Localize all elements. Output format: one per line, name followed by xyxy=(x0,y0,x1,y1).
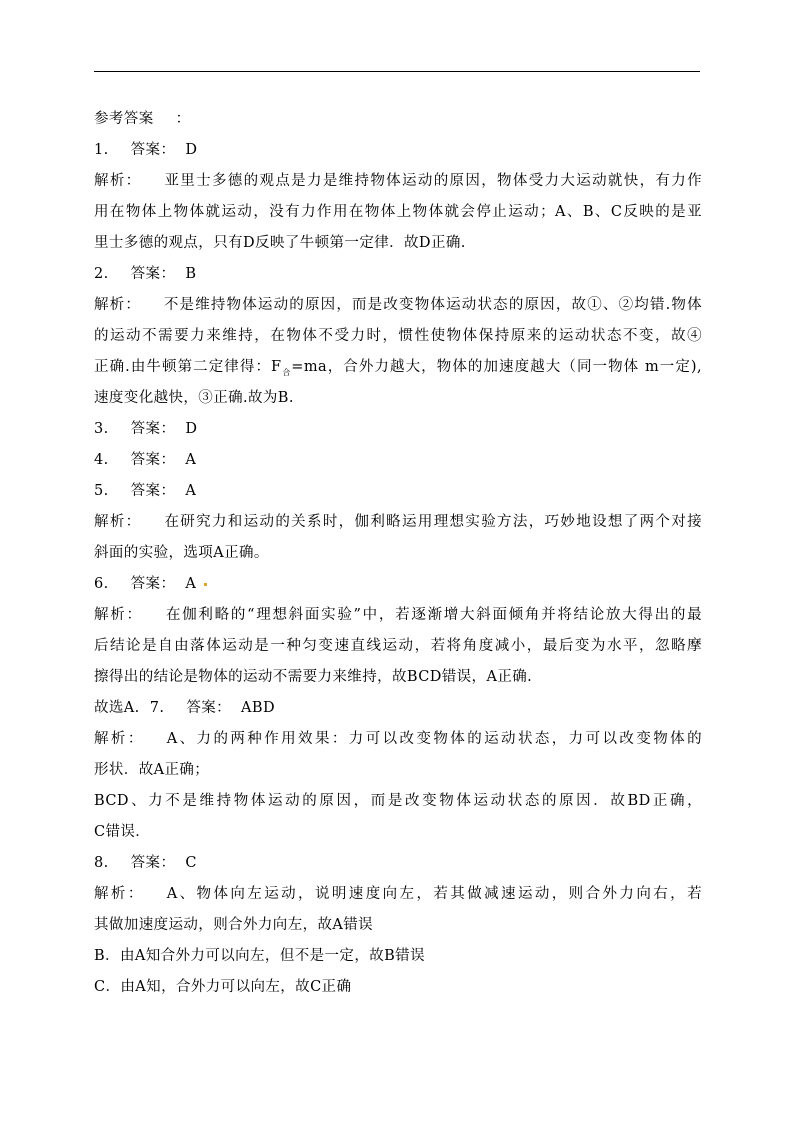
analysis-label: 解析： xyxy=(94,607,143,623)
analysis-line xyxy=(94,290,702,321)
answer-label: 答案： xyxy=(130,421,176,437)
answer-line-1 xyxy=(94,135,702,166)
analysis-text: 不是维持物体运动的原因，而是改变物体运动状态的原因，故①、②均错.物体 xyxy=(163,297,702,313)
analysis-line xyxy=(94,662,702,693)
analysis-line xyxy=(94,786,702,817)
answer-label: 答案： xyxy=(186,700,232,716)
answer-value: D xyxy=(185,421,198,437)
answer-line-2 xyxy=(94,259,702,290)
answer-value: ABD xyxy=(241,700,275,716)
answer-line-6 xyxy=(94,569,702,600)
analysis-text: 擦得出的结论是物体的运动不需要力来维持，故BCD错误，A正确. xyxy=(94,669,533,685)
section-title xyxy=(94,104,702,135)
analysis-line xyxy=(94,972,702,1003)
analysis-text: 斜面的实验，选项A正确。 xyxy=(94,545,269,561)
analysis-text: 亚里士多德的观点是力是维持物体运动的原因，物体受力大运动就快，有力作 xyxy=(163,173,702,189)
analysis-line xyxy=(94,383,702,414)
section-title-colon: ： xyxy=(175,111,191,127)
section-title-text: 参考答案 xyxy=(94,111,154,127)
analysis-text: 用在物体上物体就运动，没有力作用在物体上物体就会停止运动；A、B、C反映的是亚 xyxy=(94,204,702,220)
analysis-line xyxy=(94,879,702,910)
answer-label: 答案： xyxy=(130,483,176,499)
analysis-line xyxy=(94,507,702,538)
analysis-text: 的运动不需要力来维持，在物体不受力时，惯性使物体保持原来的运动状态不变，故④ xyxy=(94,328,702,344)
analysis-text: B．由A知合外力可以向左，但不是一定，故B错误 xyxy=(94,948,425,964)
analysis-text: A、物体向左运动，说明速度向左，若其做减速运动，则合外力向右，若 xyxy=(166,886,702,902)
answer-line-8 xyxy=(94,848,702,879)
answer-value: D xyxy=(185,142,198,158)
analysis-text: C错误． xyxy=(94,824,151,840)
analysis-line xyxy=(94,352,702,383)
analysis-text: A、力的两种作用效果：力可以改变物体的运动状态，力可以改变物体的 xyxy=(166,731,702,747)
analysis-text: 速度变化越快，③正确.故为B. xyxy=(94,390,294,406)
answer-label: 答案： xyxy=(130,266,176,282)
item-number: 7. xyxy=(149,700,165,716)
analysis-line xyxy=(94,724,702,755)
analysis-text: BCD、力不是维持物体运动的原因，而是改变物体运动状态的原因．故BD正确， xyxy=(94,793,702,809)
item-number: 4. xyxy=(94,452,109,468)
answer-key xyxy=(94,104,702,1003)
answer-label: 答案： xyxy=(130,142,176,158)
analysis-line xyxy=(94,166,702,197)
item-number: 2. xyxy=(94,266,109,282)
answer-value: A xyxy=(185,452,197,468)
analysis-line xyxy=(94,941,702,972)
analysis-line xyxy=(94,631,702,662)
answer-value: A xyxy=(185,483,197,499)
answer-line-3 xyxy=(94,414,702,445)
analysis-line xyxy=(94,197,702,228)
analysis-line xyxy=(94,755,702,786)
answer-label: 答案： xyxy=(130,576,176,592)
analysis-line xyxy=(94,538,702,569)
analysis-line xyxy=(94,600,702,631)
answer-line-5 xyxy=(94,476,702,507)
analysis-text: 形状．故A正确； xyxy=(94,762,210,778)
analysis-label: 解析： xyxy=(94,297,142,313)
item-number: 8. xyxy=(94,855,109,871)
analysis-text: 在伽利略的“理想斜面实验”中，若逐渐增大斜面倾角并将结论放大得出的最 xyxy=(164,607,702,623)
analysis-text: =ma，合外力越大，物体的加速度越大（同一物体 m一定), xyxy=(291,359,702,375)
analysis-text: 其做加速度运动，则合外力向左，故A错误 xyxy=(94,917,374,933)
answer-value: C xyxy=(185,855,197,871)
analysis-text: 正确.由牛顿第二定律得：F xyxy=(94,359,282,375)
analysis-label: 解析： xyxy=(94,514,142,530)
answer-value: B xyxy=(185,266,197,282)
analysis-text: 后结论是自由落体运动是一种匀变速直线运动，若将角度减小，最后变为水平，忽略摩 xyxy=(94,638,702,654)
item-number: 3. xyxy=(94,421,109,437)
answer-value: A xyxy=(185,576,197,592)
analysis-line xyxy=(94,817,702,848)
answer-line-7 xyxy=(94,693,702,724)
item-number: 6. xyxy=(94,576,109,592)
answer-label: 答案： xyxy=(130,855,176,871)
item-number: 1. xyxy=(94,142,109,158)
answer-line-4 xyxy=(94,445,702,476)
analysis-line xyxy=(94,910,702,941)
analysis-text: C．由A知，合外力可以向左，故C正确 xyxy=(94,979,352,995)
answer-label: 答案： xyxy=(130,452,176,468)
analysis-text: 故选A. xyxy=(94,700,140,716)
analysis-label: 解析： xyxy=(94,731,145,747)
analysis-text: 在研究力和运动的关系时，伽利略运用理想实验方法，巧妙地设想了两个对接 xyxy=(163,514,702,530)
header-rule xyxy=(94,71,700,72)
analysis-text: 里士多德的观点，只有D反映了牛顿第一定律．故D正确. xyxy=(94,235,466,251)
dot-mark xyxy=(204,583,207,586)
analysis-label: 解析： xyxy=(94,886,145,902)
analysis-label: 解析： xyxy=(94,173,142,189)
force-subscript: 合 xyxy=(281,368,292,377)
analysis-line xyxy=(94,228,702,259)
item-number: 5. xyxy=(94,483,109,499)
analysis-line xyxy=(94,321,702,352)
